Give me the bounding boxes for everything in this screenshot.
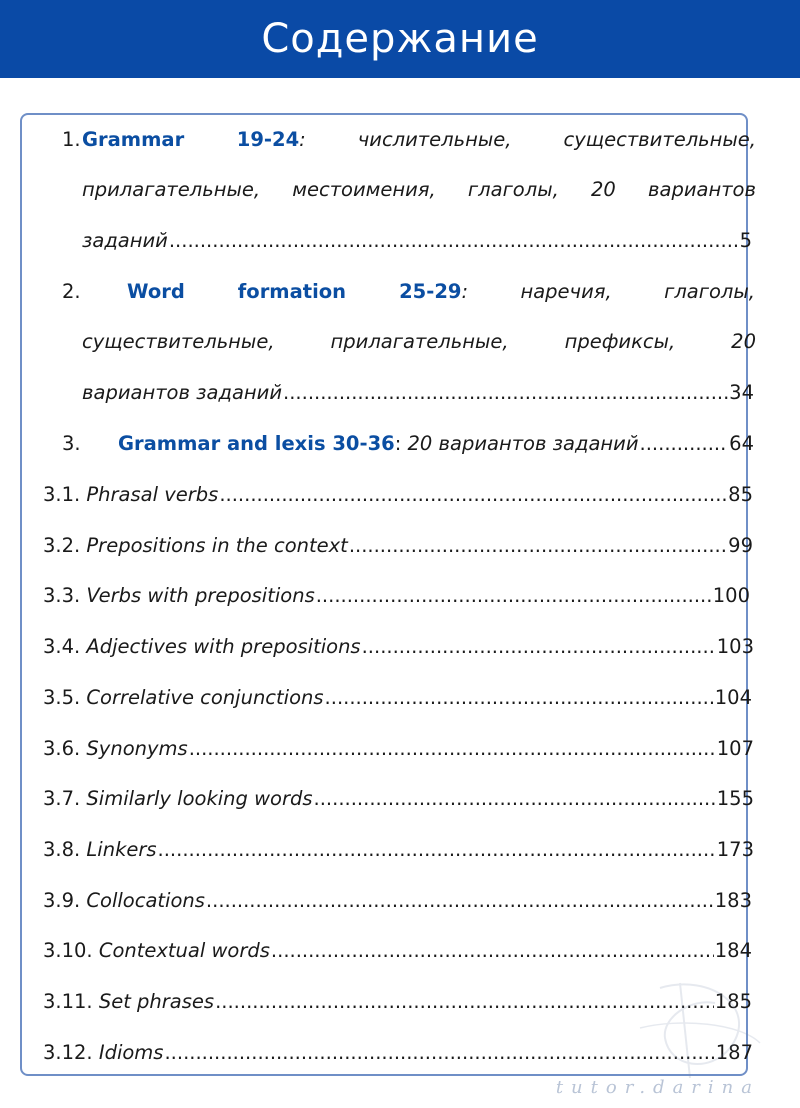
page-header	[0, 0, 800, 78]
toc-subitem-number: 3.11.	[43, 990, 93, 1013]
dot-leader	[271, 938, 714, 964]
toc-subitem-title: Set phrases	[98, 990, 215, 1013]
toc-subitem-number: 3.8.	[43, 837, 81, 861]
toc-subitem[interactable]	[43, 736, 754, 762]
toc-subitem-title: Adjectives with prepositions	[86, 635, 361, 659]
toc-item-2-number: 2.	[62, 280, 81, 303]
toc-subitem[interactable]	[43, 685, 752, 711]
toc-subitem-page: 103	[716, 635, 754, 659]
toc-subitem-page: 184	[714, 939, 752, 963]
toc-subitem-page: 187	[715, 1040, 753, 1064]
toc-item-3-number: 3.	[62, 432, 81, 455]
toc-item-2-line2: существительные, прилагательные, префиксы, 20	[82, 330, 756, 353]
toc-subitem[interactable]	[43, 482, 753, 508]
dot-leader	[219, 482, 727, 508]
toc-subitem-page: 99	[728, 533, 753, 557]
watermark-text: tutor.darina	[555, 1077, 760, 1098]
toc-item-2-line3[interactable]	[82, 380, 754, 406]
toc-item-3-page: 64	[729, 432, 754, 455]
watermark-logo-icon	[620, 968, 770, 1088]
toc-item-2-title: Word formation 25-29	[127, 280, 462, 303]
toc-subitem-number: 3.5.	[43, 685, 81, 709]
toc-subitem-number: 3.7.	[43, 787, 81, 811]
toc-subitem-title: Synonyms	[86, 736, 188, 760]
toc-subitem-page: 100	[712, 584, 750, 608]
toc-item-1-line1[interactable]	[82, 127, 756, 153]
dot-leader	[349, 533, 727, 559]
toc-subitem[interactable]	[43, 786, 754, 812]
dot-leader	[283, 380, 728, 406]
toc-subitem-title: Contextual words	[98, 939, 270, 963]
toc-subitem[interactable]	[43, 634, 754, 660]
toc-item-1-line2: прилагательные, местоимения, глаголы, 20 вариантов	[82, 178, 756, 201]
toc-subitem-title: Linkers	[86, 837, 157, 861]
toc-subitem-number: 3.1.	[43, 483, 81, 506]
dot-leader	[362, 634, 716, 660]
toc-subitem-title: Similarly looking words	[86, 787, 313, 811]
toc-subitem-number: 3.6.	[43, 736, 81, 760]
toc-subitem-title: Prepositions in the context	[86, 533, 348, 557]
toc-subitem[interactable]	[43, 837, 754, 863]
toc-subitem-number: 3.9.	[43, 888, 81, 912]
toc-subitem-number: 3.4.	[43, 635, 81, 659]
dot-leader	[158, 837, 716, 863]
toc-item-2-desc1: : наречия, глаголы,	[461, 280, 755, 303]
toc-subitem-number: 3.10.	[43, 939, 93, 963]
toc-subitem-title: Idioms	[98, 1040, 164, 1064]
toc-item-1-desc3: заданий	[82, 229, 168, 252]
toc-subitem[interactable]	[43, 583, 750, 609]
toc-subitem-page: 104	[714, 685, 752, 709]
toc-item-1-line3[interactable]	[82, 228, 752, 254]
toc-subitem-page: 85	[728, 483, 753, 506]
page-title: Содержание	[261, 16, 539, 62]
toc-item-2-desc3: вариантов заданий	[82, 381, 283, 404]
toc-subitem-page: 185	[714, 990, 752, 1013]
dot-leader	[189, 736, 716, 762]
toc-subitem-number: 3.12.	[43, 1040, 93, 1064]
toc-subitem-number: 3.2.	[43, 533, 81, 557]
toc-subitem-title: Phrasal verbs	[86, 483, 219, 506]
toc-item-2-line1[interactable]	[127, 279, 755, 305]
toc-subitem-page: 173	[716, 837, 754, 861]
toc-subitem[interactable]	[43, 938, 752, 964]
toc-subitem-title: Correlative conjunctions	[86, 685, 324, 709]
dot-leader	[314, 786, 716, 812]
toc-item-2-page: 34	[729, 381, 754, 404]
toc-item-1-title: Grammar 19-24	[82, 128, 300, 151]
toc-item-3-colon: :	[394, 432, 408, 455]
toc-subitem-page: 107	[716, 736, 754, 760]
toc-item-3[interactable]	[118, 431, 754, 457]
toc-item-3-title: Grammar and lexis 30-36	[118, 432, 395, 455]
toc-subitem-page: 183	[714, 888, 752, 912]
dot-leader	[325, 685, 714, 711]
dot-leader	[206, 888, 714, 914]
toc-subitem-number: 3.3.	[43, 584, 81, 608]
toc-item-3-desc: 20 вариантов заданий	[407, 432, 639, 455]
toc-subitem[interactable]	[43, 533, 753, 559]
toc-subitem-title: Verbs with prepositions	[86, 584, 315, 608]
toc-item-1-number: 1.	[62, 128, 81, 151]
dot-leader	[169, 228, 739, 254]
toc-subitem[interactable]	[43, 888, 752, 914]
toc-item-1-page: 5	[739, 229, 752, 252]
toc-subitem-page: 155	[716, 787, 754, 811]
toc-item-1-desc1: : числительные, существительные,	[299, 128, 756, 151]
toc-subitem-title: Collocations	[86, 888, 205, 912]
dot-leader	[640, 431, 729, 457]
dot-leader	[316, 583, 712, 609]
